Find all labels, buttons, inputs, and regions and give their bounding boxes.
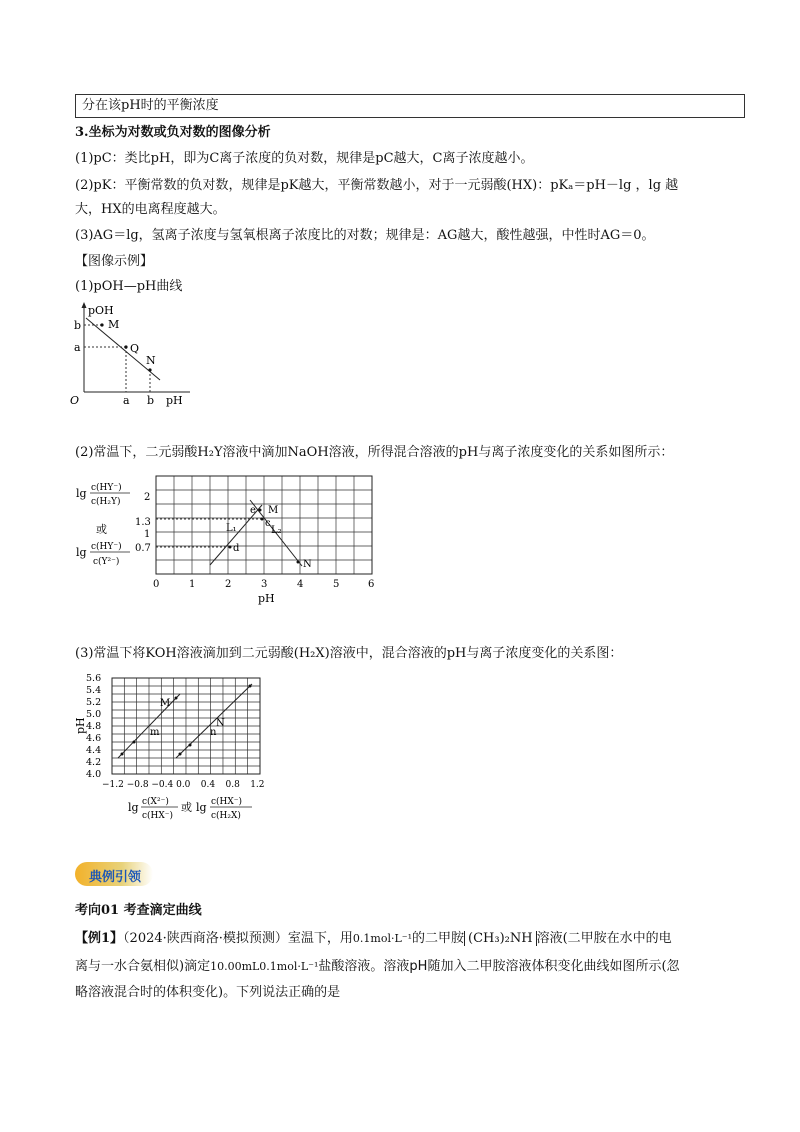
- fig3-x-tick: 0.0: [176, 780, 191, 790]
- fig3-x-tick: −0.8: [126, 780, 149, 790]
- example1-volume: 10.00mL0.1mol·L⁻¹: [210, 960, 319, 973]
- fig3-xl-num1: c(X²⁻): [142, 797, 169, 807]
- fig2-label-e: e: [250, 505, 256, 516]
- example1-text-e: 盐酸溶液。溶液: [318, 959, 410, 974]
- badge-text: 典例引领: [89, 870, 142, 885]
- fig3-x-tick: 0.4: [200, 780, 216, 790]
- fig2-x-tick-6: 6: [368, 579, 375, 590]
- fig3-y-tick: 4.4: [86, 745, 102, 756]
- fig2-label-d: d: [233, 543, 240, 554]
- figure-h2x-titration: [72, 670, 272, 830]
- example1-ph: pH: [409, 959, 428, 974]
- fig2-lg-top: lg: [76, 487, 87, 500]
- fig3-xl-lg1: lg: [128, 801, 139, 814]
- figure-h2y-titration: [72, 470, 382, 610]
- fig1-x-tick-a: a: [123, 394, 130, 407]
- paragraph-ag: (3)AG＝lg，氢离子浓度与氢氧根离子浓度比的对数；规律是：AG越大，酸性越强，中性时AG＝0。: [75, 228, 655, 243]
- example1-text-a: （2024·陕西商洛·模拟预测）室温下，用: [123, 931, 353, 946]
- fig2-x-tick-0: 0: [153, 579, 160, 590]
- fig3-label-m-lower: m: [150, 727, 160, 738]
- fig2-y-tick-13: 1.3: [135, 517, 151, 528]
- fig1-y-tick-b: b: [74, 319, 82, 332]
- fig3-xl-or: 或: [181, 801, 192, 814]
- fig2-or: 或: [96, 523, 107, 536]
- top-box: [75, 94, 745, 118]
- fig2-top-num: c(HY⁻): [91, 483, 122, 493]
- example1-text-b: 的二甲胺: [412, 931, 465, 946]
- fig1-x-axis: pH: [166, 394, 183, 407]
- fig2-lg-bot: lg: [76, 546, 87, 559]
- fig1-point-q: Q: [130, 342, 140, 355]
- paragraph-pk-cont: 大，HX的电离程度越大。: [75, 202, 226, 217]
- fig1-y-axis: pOH: [88, 304, 114, 317]
- example2-label: (2)常温下，二元弱酸H₂Y溶液中滴加NaOH溶液，所得混合溶液的pH与离子浓度变化的关系如图所示：: [75, 445, 674, 460]
- fig3-y-tick: 4.2: [86, 757, 102, 768]
- example1-line2: [75, 958, 680, 976]
- fig3-label-n-lower: n: [210, 727, 217, 738]
- fig2-x-tick-2: 2: [225, 579, 232, 590]
- fig2-x-tick-4: 4: [297, 579, 304, 590]
- fig2-bot-den: c(Y²⁻): [93, 557, 120, 567]
- fig2-y-tick-1: 1: [144, 529, 151, 540]
- example1-text-f: 随加入二甲胺溶液体积变化曲线如图所示(忽: [427, 959, 680, 974]
- fig2-x-axis: pH: [258, 592, 275, 605]
- section-title: 3.坐标为对数或负对数的图像分析: [75, 125, 271, 140]
- fig1-point-m: M: [108, 318, 120, 331]
- fig3-x-tick: −1.2: [102, 780, 124, 790]
- fig2-x-tick-1: 1: [189, 579, 196, 590]
- fig2-x-tick-3: 3: [261, 579, 268, 590]
- fig2-label-l1: L₁: [226, 523, 237, 534]
- fig2-top-den: c(H₂Y): [91, 497, 121, 507]
- fig1-x-tick-b: b: [147, 394, 155, 407]
- fig3-x-tick: 0.8: [225, 780, 240, 790]
- examples-header: 【图像示例】: [75, 254, 154, 269]
- fig3-y-tick: 5.0: [86, 709, 102, 720]
- fig2-x-tick-5: 5: [333, 579, 340, 590]
- example1-line1: [75, 930, 672, 948]
- example1-label: (1)pOH—pH曲线: [75, 279, 183, 294]
- fig3-xl-num2: c(HX⁻): [211, 797, 243, 807]
- example1-conc: 0.1mol·L⁻¹: [352, 932, 412, 945]
- fig3-x-tick: 1.2: [250, 780, 265, 790]
- fig2-label-m: M: [268, 505, 279, 516]
- fig3-label-n-upper: N: [216, 718, 225, 729]
- section-badge: [75, 862, 153, 886]
- fig1-point-n: N: [146, 354, 156, 367]
- paragraph-pk: (2)pK：平衡常数的负对数，规律是pK越大，平衡常数越小，对于一元弱酸(HX)：pKₐ＝pH－lg ，lg 越: [75, 178, 679, 193]
- fig3-y-axis: pH: [74, 717, 87, 734]
- kaoxiang-heading: 考向01 考查滴定曲线: [75, 903, 202, 918]
- fig2-bot-num: c(HY⁻): [91, 542, 122, 552]
- fig1-origin: O: [70, 394, 80, 407]
- fig2-label-c: c: [265, 518, 271, 529]
- fig3-xl-lg2: lg: [196, 801, 207, 814]
- example1-text-d: 离与一水合氨相似)滴定: [75, 959, 211, 974]
- example3-label: (3)常温下将KOH溶液滴加到二元弱酸(H₂X)溶液中，混合溶液的pH与离子浓度变化的关系图：: [75, 646, 623, 661]
- fig3-y-tick: 4.0: [86, 769, 102, 780]
- fig3-label-m-upper: M: [160, 698, 171, 709]
- fig2-label-n: N: [303, 559, 312, 570]
- example1-formula: (CH₃)₂NH: [464, 931, 537, 946]
- fig3-y-tick: 4.6: [86, 733, 102, 744]
- fig3-y-tick: 5.6: [86, 673, 102, 684]
- fig3-y-tick: 5.2: [86, 697, 102, 708]
- top-box-text: 分在该pH时的平衡浓度: [82, 98, 219, 113]
- fig1-y-tick-a: a: [74, 341, 81, 354]
- fig2-label-l2: L₂: [271, 525, 282, 536]
- fig2-y-tick-2: 2: [144, 492, 151, 503]
- fig3-y-tick: 4.8: [86, 721, 102, 732]
- fig3-y-tick: 5.4: [86, 685, 102, 696]
- fig3-xl-den2: c(H₂X): [211, 811, 241, 821]
- fig2-y-tick-07: 0.7: [135, 543, 151, 554]
- example1-text-c: 溶液(二甲胺在水中的电: [536, 931, 672, 946]
- paragraph-pc: (1)pC：类比pH，即为C离子浓度的负对数，规律是pC越大，C离子浓度越小。: [75, 151, 534, 166]
- fig3-x-tick: −0.4: [151, 780, 174, 790]
- example1-line3: 略溶液混合时的体积变化)。下列说法正确的是: [75, 985, 341, 1000]
- figure-poh-ph: [68, 300, 198, 412]
- fig3-xl-den1: c(HX⁻): [142, 811, 174, 821]
- example1-tag: 【例1】: [75, 931, 124, 946]
